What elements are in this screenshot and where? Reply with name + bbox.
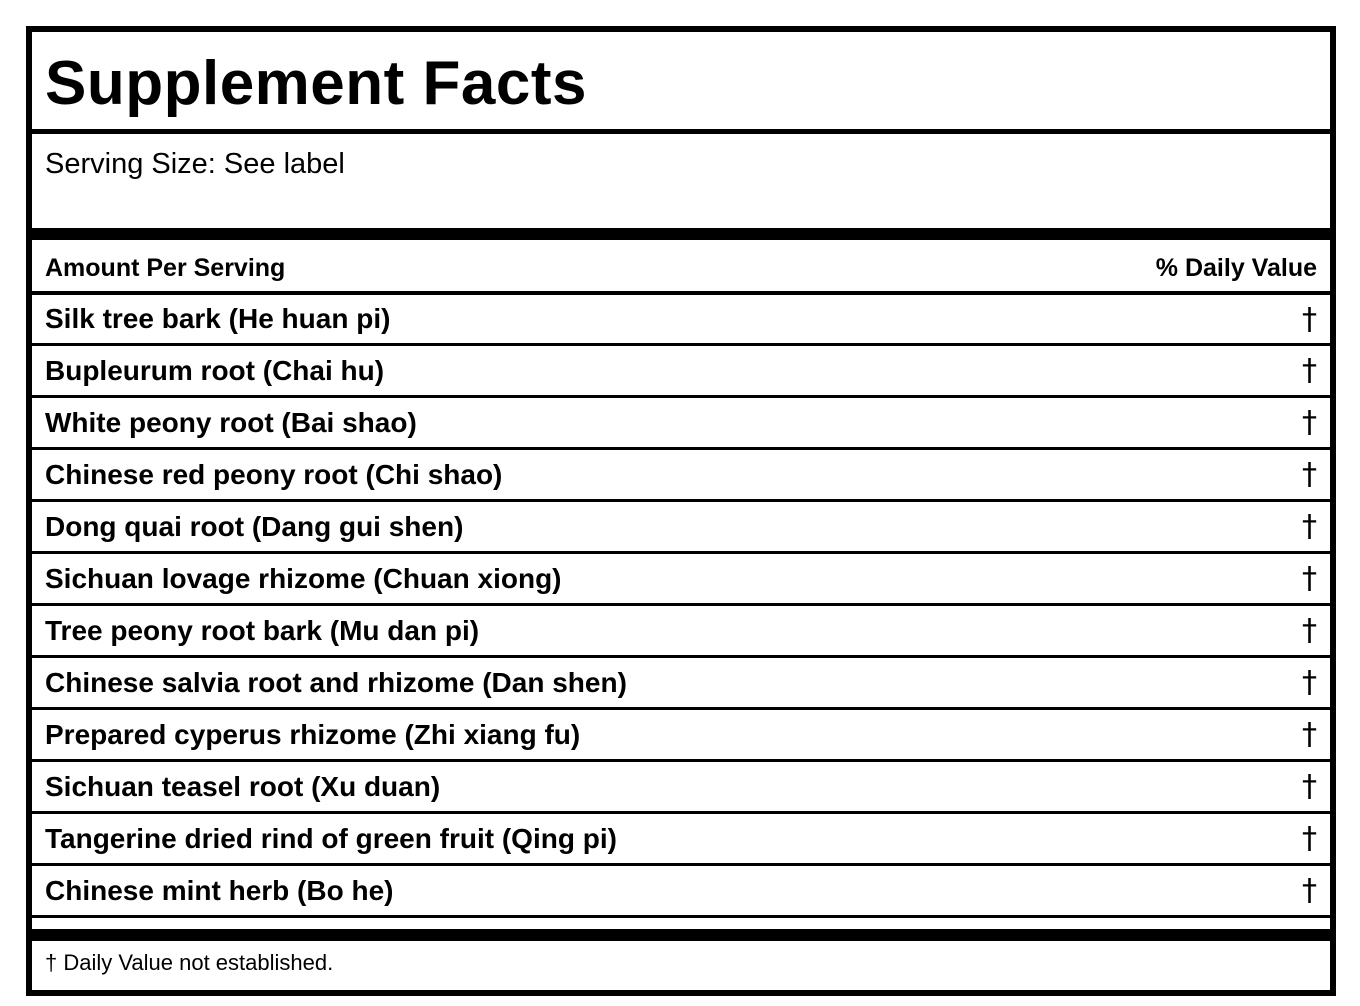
- ingredient-row: [32, 395, 1330, 447]
- ingredient-name: Tangerine dried rind of green fruit (Qing pi): [45, 822, 617, 854]
- ingredient-name: Prepared cyperus rhizome (Zhi xiang fu): [45, 718, 581, 750]
- footnote: † Daily Value not established.: [45, 950, 334, 975]
- daily-value-dagger: †: [1302, 509, 1317, 544]
- thin-divider-bottom: [32, 915, 1330, 918]
- daily-value-dagger: †: [1302, 873, 1317, 908]
- ingredient-name: Tree peony root bark (Mu dan pi): [45, 614, 480, 646]
- daily-value-dagger: †: [1302, 717, 1317, 752]
- ingredient-row: [32, 551, 1330, 603]
- ingredient-name: Silk tree bark (He huan pi): [45, 303, 391, 334]
- supplement-facts-panel: [26, 26, 1336, 996]
- ingredient-name: Chinese red peony root (Chi shao): [45, 458, 503, 490]
- ingredient-name: Dong quai root (Dang gui shen): [45, 510, 464, 542]
- daily-value-header: % Daily Value: [1155, 253, 1317, 282]
- ingredient-name: Chinese salvia root and rhizome (Dan shen): [45, 666, 627, 698]
- ingredient-name: Sichuan teasel root (Xu duan): [45, 770, 441, 802]
- ingredient-list: [32, 291, 1330, 915]
- serving-size: Serving Size: See label: [45, 148, 345, 180]
- ingredient-row: [32, 343, 1330, 395]
- daily-value-dagger: †: [1302, 457, 1317, 492]
- ingredient-name: White peony root (Bai shao): [45, 406, 417, 438]
- ingredient-row: [32, 655, 1330, 707]
- daily-value-dagger: †: [1302, 405, 1317, 440]
- daily-value-dagger: †: [1302, 769, 1317, 804]
- ingredient-row: [32, 603, 1330, 655]
- daily-value-dagger: †: [1302, 613, 1317, 648]
- ingredient-name: Sichuan lovage rhizome (Chuan xiong): [45, 562, 562, 594]
- daily-value-dagger: †: [1302, 353, 1317, 388]
- ingredient-row: [32, 863, 1330, 915]
- ingredient-row: [32, 499, 1330, 551]
- ingredient-row: [32, 447, 1330, 499]
- thick-divider-top: [32, 228, 1330, 240]
- daily-value-dagger: †: [1302, 665, 1317, 700]
- panel-title: Supplement Facts: [45, 49, 587, 118]
- daily-value-dagger: †: [1302, 301, 1317, 337]
- daily-value-dagger: †: [1302, 561, 1317, 596]
- column-header-row: [32, 245, 1330, 291]
- title-divider: [32, 129, 1330, 134]
- ingredient-name: Chinese mint herb (Bo he): [45, 874, 394, 906]
- ingredient-row: [32, 291, 1330, 343]
- amount-per-serving-header: Amount Per Serving: [45, 253, 286, 282]
- ingredient-name: Bupleurum root (Chai hu): [45, 354, 385, 386]
- ingredient-row: [32, 811, 1330, 863]
- daily-value-dagger: †: [1302, 821, 1317, 856]
- thick-divider-bottom: [32, 929, 1330, 941]
- ingredient-row: [32, 707, 1330, 759]
- ingredient-row: [32, 759, 1330, 811]
